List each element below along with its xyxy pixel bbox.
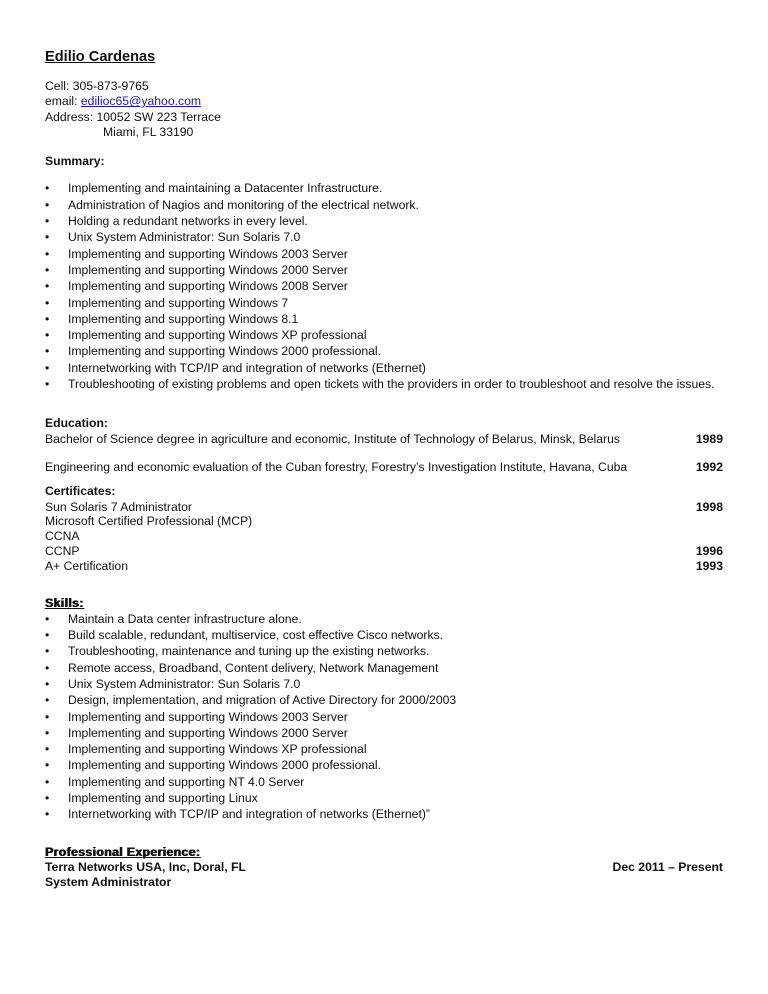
bullet-icon: •: [45, 807, 50, 822]
bullet-icon: •: [45, 295, 50, 310]
list-item: [45, 278, 723, 294]
email-link[interactable]: edilioc65@yahoo.com: [80, 94, 202, 109]
list-item: [45, 611, 723, 627]
list-item-text: Implementing and supporting Linux: [68, 791, 258, 806]
certificates-list: [45, 500, 723, 574]
bullet-icon: •: [45, 246, 50, 261]
list-item: [45, 774, 723, 790]
bullet-icon: •: [45, 693, 50, 708]
entry-text: CCNA: [45, 529, 80, 544]
bullet-icon: •: [45, 181, 50, 196]
list-item: [45, 790, 723, 806]
contact-block: [45, 79, 723, 140]
list-item: [45, 643, 723, 659]
email-line: [45, 94, 723, 109]
bullet-icon: •: [45, 360, 50, 375]
entry-row: [45, 529, 723, 544]
entry-text: Bachelor of Science degree in agriculture and economic, Institute of Technology of Belarus, Minsk, Belarus: [45, 431, 620, 446]
certificates-heading: Certificates:: [45, 484, 116, 499]
list-item-text: Implementing and supporting Windows 2000 Server: [68, 262, 348, 277]
list-item-text: Implementing and supporting Windows 2003 Server: [68, 246, 348, 261]
list-item: [45, 709, 723, 725]
list-item-text: Build scalable, redundant, multiservice, cost effective Cisco networks.: [68, 628, 444, 643]
bullet-icon: •: [45, 742, 50, 757]
list-item: [45, 197, 723, 213]
list-item-text: Implementing and maintaining a Datacenter Infrastructure.: [68, 181, 383, 196]
list-item: [45, 213, 723, 229]
bullet-icon: •: [45, 725, 50, 740]
list-item-text: Implementing and supporting Windows 2000 Server: [68, 725, 348, 740]
list-item: [45, 246, 723, 262]
bullet-icon: •: [45, 344, 50, 359]
list-item: [45, 360, 723, 376]
entry-text: Sun Solaris 7 Administrator: [45, 499, 192, 514]
list-item: [45, 627, 723, 643]
entry-text: Microsoft Certified Professional (MCP): [45, 514, 253, 529]
bullet-icon: •: [45, 644, 50, 659]
bullet-icon: •: [45, 611, 50, 626]
address-line-2: Miami, FL 33190: [103, 124, 194, 139]
list-item-text: Unix System Administrator: Sun Solaris 7.0: [68, 677, 301, 691]
entry-row: [45, 544, 723, 559]
list-item-text: Design, implementation, and migration of Active Directory for 2000/2003: [68, 693, 457, 708]
list-item: [45, 676, 723, 692]
list-item: [45, 262, 723, 278]
summary-list: [45, 180, 723, 392]
entry-year: 1996: [695, 543, 723, 558]
bullet-icon: •: [45, 660, 50, 675]
entry-year: 1998: [695, 499, 723, 514]
summary-heading: Summary:: [45, 154, 105, 169]
list-item-text: Internetworking with TCP/IP and integration of networks (Ethernet)”: [68, 807, 430, 822]
entry-row: [45, 500, 723, 515]
bullet-icon: •: [45, 311, 50, 326]
list-item: [45, 229, 723, 245]
bullet-icon: •: [45, 791, 50, 806]
bullet-icon: •: [45, 262, 50, 277]
list-item-text: Implementing and supporting Windows 2000 professional.: [68, 758, 381, 773]
experience-company-row: [45, 860, 723, 875]
skills-list: [45, 611, 723, 823]
list-item: [45, 327, 723, 343]
list-item-text: Internetworking with TCP/IP and integration of networks (Ethernet): [68, 360, 426, 375]
list-item: [45, 757, 723, 773]
list-item-text: Implementing and supporting Windows XP professional: [68, 742, 367, 757]
entry-text: CCNP: [45, 543, 80, 558]
list-item: [45, 343, 723, 359]
list-item-text: Implementing and supporting NT 4.0 Server: [68, 774, 305, 789]
entry-row: [45, 559, 723, 574]
bullet-icon: •: [45, 628, 50, 643]
list-item: [45, 376, 723, 392]
list-item: [45, 180, 723, 196]
list-item: [45, 692, 723, 708]
list-item-text: Implementing and supporting Windows XP professional: [68, 328, 367, 343]
bullet-icon: •: [45, 377, 50, 392]
education-list: [45, 432, 723, 476]
experience-dates: Dec 2011 – Present: [612, 859, 723, 874]
list-item: [45, 725, 723, 741]
list-item-text: Administration of Nagios and monitoring of the electrical network.: [68, 197, 419, 212]
cell-phone: Cell: 305-873-9765: [45, 79, 149, 93]
entry-year: 1993: [695, 558, 723, 573]
email-label: email:: [45, 94, 81, 109]
bullet-icon: •: [45, 328, 50, 343]
list-item-text: Troubleshooting of existing problems and open tickets with the providers in order to troubleshoot and resolve the issues.: [68, 377, 715, 392]
entry-row: [45, 460, 723, 475]
list-item-text: Implementing and supporting Windows 2008 Server: [68, 279, 348, 294]
bullet-icon: •: [45, 197, 50, 212]
list-item-text: Remote access, Broadband, Content delivery, Network Management: [68, 660, 439, 675]
entry-year: 1989: [695, 431, 723, 446]
bullet-icon: •: [45, 709, 50, 724]
bullet-icon: •: [45, 677, 50, 691]
entry-text: A+ Certification: [45, 558, 128, 573]
list-item: [45, 311, 723, 327]
education-heading: Education:: [45, 416, 108, 431]
entry-year: 1992: [695, 460, 723, 475]
list-item: [45, 741, 723, 757]
list-item-text: Maintain a Data center infrastructure alone.: [68, 611, 302, 626]
entry-row: [45, 514, 723, 529]
experience-heading: Professional Experience:: [45, 844, 201, 859]
bullet-icon: •: [45, 774, 50, 789]
experience-title: System Administrator: [45, 874, 172, 889]
list-item-text: Implementing and supporting Windows 7: [68, 295, 289, 310]
entry-row: [45, 432, 723, 447]
list-item: [45, 295, 723, 311]
list-item: [45, 660, 723, 676]
list-item-text: Implementing and supporting Windows 2000 professional.: [68, 344, 381, 359]
list-item-text: Holding a redundant networks in every level.: [68, 214, 308, 229]
bullet-icon: •: [45, 758, 50, 773]
skills-heading: Skills:: [45, 595, 84, 610]
bullet-icon: •: [45, 279, 50, 294]
bullet-icon: •: [45, 230, 50, 245]
list-item-text: Troubleshooting, maintenance and tuning up the existing networks.: [68, 644, 430, 659]
address-line-1: Address: 10052 SW 223 Terrace: [45, 109, 221, 124]
candidate-name: Edilio Cardenas: [45, 49, 156, 65]
list-item-text: Implementing and supporting Windows 8.1: [68, 311, 299, 326]
list-item: [45, 806, 723, 822]
entry-text: Engineering and economic evaluation of the Cuban forestry, Forestry’s Investigation Institute, Havana, Cuba: [45, 460, 628, 475]
list-item-text: Unix System Administrator: Sun Solaris 7.0: [68, 230, 301, 245]
resume-page: [45, 48, 723, 890]
experience-company: Terra Networks USA, Inc, Doral, FL: [45, 859, 246, 874]
bullet-icon: •: [45, 214, 50, 229]
list-item-text: Implementing and supporting Windows 2003 Server: [68, 709, 348, 724]
